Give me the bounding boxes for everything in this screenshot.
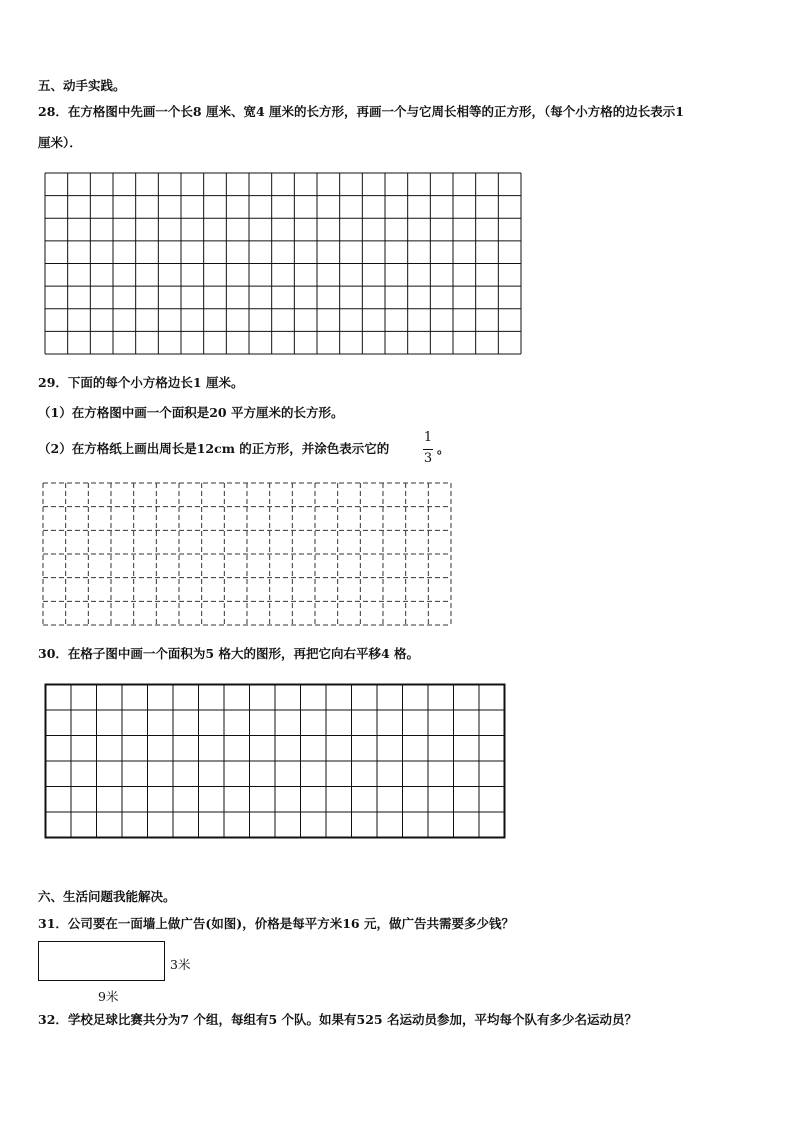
q28-text-line1: 28．在方格图中先画一个长8 厘米、宽4 厘米的长方形，再画一个与它周长相等的正方形，（每个小方格的边长表示1 bbox=[38, 104, 684, 119]
section6-heading: 六、生活问题我能解决。 bbox=[38, 889, 176, 904]
q28-grid bbox=[44, 172, 522, 355]
fraction-numerator: 1 bbox=[423, 430, 433, 445]
q29-stem: 29．下面的每个小方格边长1 厘米。 bbox=[38, 375, 244, 390]
q29-part1: （1）在方格图中画一个面积是20 平方厘米的长方形。 bbox=[38, 405, 344, 420]
fraction-bar bbox=[423, 449, 433, 450]
section5-heading: 五、动手实践。 bbox=[38, 78, 126, 93]
q30-grid bbox=[44, 683, 506, 839]
height-label: 3米 bbox=[170, 957, 191, 972]
q32-stem: 32．学校足球比赛共分为7 个组，每组有5 个队。如果有525 名运动员参加，平均每个队有多少名运动员？ bbox=[38, 1012, 637, 1027]
q29-dashed-grid bbox=[40, 480, 454, 628]
width-label: 9米 bbox=[98, 989, 119, 1004]
q30-stem: 30．在格子图中画一个面积为5 格大的图形，再把它向右平移4 格。 bbox=[38, 646, 419, 661]
q31-stem: 31．公司要在一面墙上做广告(如图)，价格是每平方米16 元，做广告共需要多少钱？ bbox=[38, 916, 514, 931]
ad-rectangle bbox=[38, 941, 165, 981]
q29-part2-end: 。 bbox=[437, 441, 450, 456]
q28-text-line2: 厘米）． bbox=[38, 135, 82, 150]
fraction-denominator: 3 bbox=[423, 451, 433, 466]
q29-part2: （2）在方格纸上画出周长是12cm 的正方形，并涂色表示它的 bbox=[38, 441, 390, 456]
